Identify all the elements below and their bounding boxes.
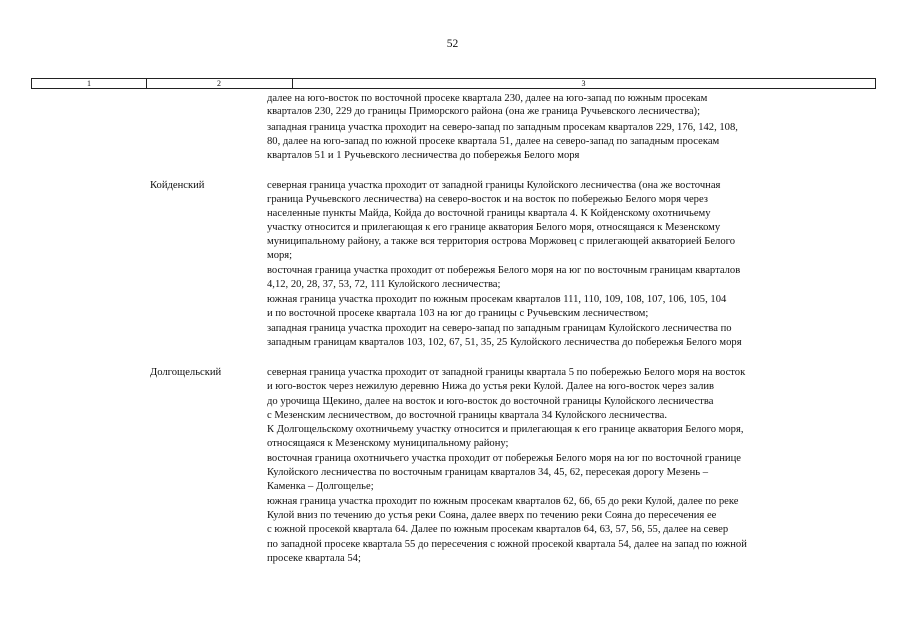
boundary-text-line: и по восточной просеке квартала 103 на юг до границы с Ручьевским лесничеством; xyxy=(267,308,649,319)
hunting-area-name-koydensky: Койденский xyxy=(150,180,205,191)
boundary-text-line: граница Ручьевского лесничества) на северо-восток и на восток по побережью Белого моря через xyxy=(267,194,708,205)
column-number-2: 2 xyxy=(146,79,293,88)
boundary-text-line: западная граница участка проходит на северо-запад по западным границам Кулойского лесничества по xyxy=(267,323,732,334)
boundary-text-line: К Долгощельскому охотничьему участку относится и прилегающая к его границе акватория Белого моря, xyxy=(267,424,744,435)
boundary-text-line: 4,12, 20, 28, 37, 53, 72, 111 Кулойского лесничества; xyxy=(267,279,501,290)
boundary-text-line: просеке квартала 54; xyxy=(267,553,361,564)
boundary-text-line: южная граница участка проходит по южным просекам кварталов 62, 66, 65 до реки Кулой, далее по реке xyxy=(267,496,739,507)
boundary-text-line: моря; xyxy=(267,250,293,261)
boundary-text-line: западная граница участка проходит на северо-запад по западным просекам кварталов 229, 176, 142, 108, xyxy=(267,122,738,133)
boundary-text-line: с южной просекой квартала 64. Далее по южным просекам кварталов 64, 63, 57, 56, 55, далее на север xyxy=(267,524,729,535)
boundary-text-line: до урочища Щекино, далее на восток и юго-восток до восточной границы Кулойского лесничества xyxy=(267,396,714,407)
boundary-text-line: по западной просеке квартала 55 до пересечения с южной просекой квартала 54, далее на запад по южной xyxy=(267,539,747,550)
table-column-header xyxy=(31,78,876,89)
boundary-text-line: Кулой вниз по течению до устья реки Сояна, далее вверх по течению реки Сояна до пересечения ее xyxy=(267,510,717,521)
column-number-3: 3 xyxy=(581,79,586,88)
boundary-text-line: муниципальному району, а также вся территория острова Моржовец с прилегающей акваторией Белого xyxy=(267,236,736,247)
page-number: 52 xyxy=(446,38,459,50)
boundary-text-line: 80, далее на юго-запад по южной просеке квартала 51, далее на северо-запад по западным просекам xyxy=(267,136,720,147)
hunting-area-name-dolgoshchelsky: Долгощельский xyxy=(150,367,222,378)
boundary-text-line: с Мезенским лесничеством, до восточной границы квартала 34 Кулойского лесничества. xyxy=(267,410,668,421)
boundary-text-line: далее на юго-восток по восточной просеке квартала 230, далее на юго-запад по южным просекам xyxy=(267,93,708,104)
column-number-1: 1 xyxy=(32,79,147,88)
boundary-text-line: кварталов 230, 229 до границы Приморского района (она же граница Ручьевского лесничества); xyxy=(267,106,701,117)
boundary-text-line: относящаяся к Мезенскому муниципальному району; xyxy=(267,438,509,449)
boundary-text-line: северная граница участка проходит от западной границы квартала 5 по побережью Белого моря на восток xyxy=(267,367,746,378)
boundary-text-line: западным границам кварталов 103, 102, 67, 51, 35, 25 Кулойского лесничества до побережья Белого моря xyxy=(267,337,742,348)
boundary-text-line: южная граница участка проходит по южным просекам кварталов 111, 110, 109, 108, 107, 106, 105, 104 xyxy=(267,294,727,305)
boundary-text-line: населенные пункты Майда, Койда до восточной границы квартала 4. К Койденскому охотничьему xyxy=(267,208,711,219)
boundary-text-line: и юго-восток через нежилую деревню Нижа до устья реки Кулой. Далее на юго-восток через залив xyxy=(267,381,715,392)
boundary-text-line: северная граница участка проходит от западной границы Кулойского лесничества (она же восточная xyxy=(267,180,721,191)
boundary-text-line: участку относится и прилегающая к его границе акватория Белого моря, относящаяся к Мезенскому xyxy=(267,222,721,233)
boundary-text-line: Каменка – Долгощелье; xyxy=(267,481,374,492)
boundary-text-line: Кулойского лесничества по восточным границам кварталов 34, 45, 62, пересекая дорогу Мезень – xyxy=(267,467,709,478)
boundary-text-line: восточная граница участка проходит от побережья Белого моря на юг по восточным границам кварталов xyxy=(267,265,741,276)
boundary-text-line: восточная граница охотничьего участка проходит от побережья Белого моря на юг по восточной границе xyxy=(267,453,741,464)
boundary-text-line: кварталов 51 и 1 Ручьевского лесничества до побережья Белого моря xyxy=(267,150,580,161)
